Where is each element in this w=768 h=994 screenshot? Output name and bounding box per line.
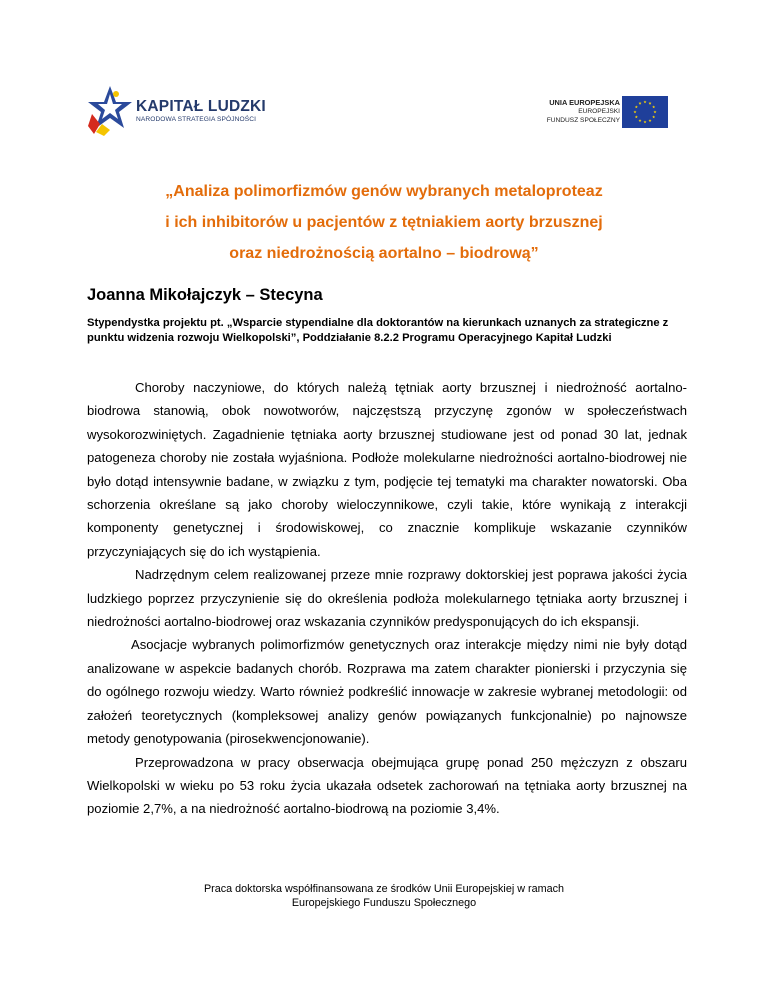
kapital-ludzki-title: KAPITAŁ LUDZKI — [136, 98, 266, 115]
kapital-ludzki-star-icon — [86, 84, 134, 136]
title-line-3: oraz niedrożnością aortalno – biodrową” — [229, 245, 539, 262]
paragraph-4: Przeprowadzona w pracy obserwacja obejmująca grupę ponad 250 mężczyzn z obszaru Wielkopolski w wieku po 53 roku życia ukazała odsetek zachorowań na tętniaka aorty brzusznej na poziomie 2,7%, a na niedrożność aortalno-biodrową na poziomie 3,4%. — [87, 754, 687, 817]
paragraph-3: Asocjacje wybranych polimorfizmów genetycznych oraz interakcje między nimi nie były dotąd analizowane w aspekcie badanych chorób. Rozprawa ma zatem charakter pionierski i przyczynia się do ogólnego rozwoju wiedzy. Warto również podkreślić innowacje w zakresie wybranej metodologii: od założeń teoretycznych (kompleksowej analizy genów powiązanych funkcjonalnie) po najnowsze metody genotypowania (pirosekwencjonowanie). — [87, 637, 687, 747]
kapital-ludzki-subtitle: NARODOWA STRATEGIA SPÓJNOŚCI — [136, 116, 257, 123]
author-name: Joanna Mikołajczyk – Stecyna — [87, 286, 323, 304]
title-line-2: i ich inhibitorów u pacjentów z tętniakiem aorty brzusznej — [165, 214, 603, 231]
page-footer — [0, 882, 768, 910]
eu-flag-icon — [622, 96, 668, 128]
eu-logo-line3: FUNDUSZ SPOŁECZNY — [546, 117, 620, 124]
eu-logo-line1: UNIA EUROPEJSKA — [549, 98, 620, 107]
author-affiliation: Stypendystka projektu pt. „Wsparcie stypendialne dla doktorantów na kierunkach uznanych za strategiczne z punktu widzenia rozwoju Wielkopolski”, Poddziałanie 8.2.2 Programu Operacyjnego Kapitał Ludzki — [87, 317, 669, 344]
footer-line-2: Europejskiego Funduszu Społecznego — [291, 897, 477, 909]
footer-line-1: Praca doktorska współfinansowana ze środków Unii Europejskiej w ramach — [203, 883, 565, 895]
eu-logo-line2: EUROPEJSKI — [578, 108, 620, 115]
eu-logo — [520, 96, 670, 130]
eu-logo-text — [547, 98, 620, 125]
title-line-1: „Analiza polimorfizmów genów wybranych metaloproteaz — [165, 183, 603, 200]
document-title — [0, 176, 768, 269]
kapital-ludzki-logo — [86, 84, 286, 136]
document-body — [87, 376, 687, 821]
paragraph-2: Nadrzędnym celem realizowanej przeze mnie rozprawy doktorskiej jest poprawa jakości życia ludzkiego poprzez przyczynienie się do określenia podłoża molekularnego tętniaka aorty brzusznej i niedrożności aortalno-biodrowej oraz wskazania czynników predysponujących do ich ekspansji. — [87, 567, 687, 630]
paragraph-1: Choroby naczyniowe, do których należą tętniak aorty brzusznej i niedrożność aortalno-biodrowa stanowią, obok nowotworów, najczęstszą przyczynę zgonów w społeczeństwach wysokorozwiniętych. Zagadnienie tętniaka aorty brzusznej studiowane jest od ponad 30 lat, jednak patogeneza choroby nie została wyjaśniona. Podłoże molekularne niedrożności aortalno-biodrowej nie było dotąd intensywnie badane, w związku z tym, podjęcie tej tematyki ma charakter nowatorski. Oba schorzenia określane są jako choroby wieloczynnikowe, czyli takie, które wynikają z interakcji komponenty genetycznej i środowiskowej, co znacznie komplikuje wskazanie czynników przyczyniających się do ich wystąpienia. — [87, 380, 687, 559]
